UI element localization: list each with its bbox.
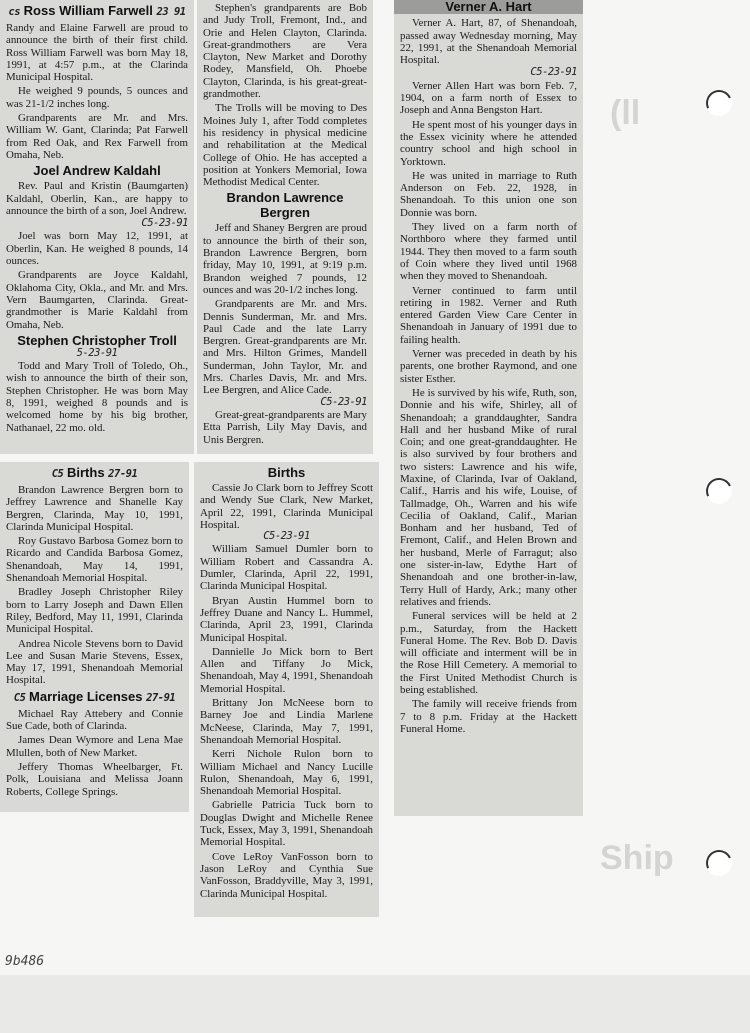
paragraph: Joel was born May 12, 1991, at Oberlin, Kan. He weighed 8 pounds, 14 ounces. (6, 230, 188, 268)
paragraph: Randy and Elaine Farwell are proud to announce the birth of their first child. Ross William Farwell was born May 18, 1991, at 4:57 p.m., at the Clarinda Municipal Hospital. (6, 22, 188, 84)
margin-handwritten-note: 9b486 (5, 954, 45, 969)
paragraph: He was united in marriage to Ruth Anderson on Feb. 22, 1928, in Shenandoah. To this union one son Donnie was born. (400, 169, 577, 219)
paragraph: Grandparents are Mr. and Mrs. Dennis Sunderman, Mr. and Mrs. Paul Cade and the late Larry Bergren. Great-grandparents are Mr. and Mrs. Hilton Grimes, Mandell Sunderman, John Taylor, Mr. and Mrs. Charles Davis, Mr. and Mrs. Lee Bergren, and Alice Cade. (203, 298, 367, 397)
paragraph: Todd and Mary Troll of Toledo, Oh., wish to announce the birth of their son, Stephen Christopher. He was born May 8, 1991, weighed 8 pounds and is welcomed home by his big brother, Nathanael, 22 mo. old. (6, 360, 188, 434)
paragraph: Verner A. Hart, 87, of Shenandoah, passed away Wednesday morning, May 22, 1991, at the Shenandoah Memorial Hospital. (400, 17, 577, 67)
marriage-note: 27-91 (146, 691, 176, 704)
paragraph: Gabrielle Patricia Tuck born to Douglas Dwight and Michelle Renee Tuck, Essex, May 3, 1991, Shenandoah Memorial Hospital. (200, 799, 373, 849)
paragraph: William Samuel Dumler born to William Robert and Cassandra A. Dumler, Clarinda, April 22, 1991, Clarinda Municipal Hospital. (200, 543, 373, 593)
paragraph: The family will receive friends from 7 to 8 p.m. Friday at the Hackett Funeral Home. (400, 698, 577, 735)
paragraph: They lived on a farm north of Northboro where they farmed until 1944. They then moved to a farm south of Coin where they lived until 1968 when they moved to Shenandoah. (400, 221, 577, 283)
kaldahl-note: C5-23-91 (141, 217, 188, 230)
marriage-note-left: C5 (13, 691, 26, 704)
hart-title: Verner A. Hart (394, 0, 583, 14)
paragraph: Grandparents are Mr. and Mrs. William W. Gant, Clarinda; Pat Farwell from Red Oak, and Rex Farwell from Omaha, Neb. (6, 112, 188, 161)
births1-title: C5 Births 27-91 (51, 465, 138, 480)
births2-title: Births (267, 465, 306, 480)
paragraph: Jeffery Thomas Wheelbarger, Ft. Polk, Louisiana and Melissa Joann Roberts, College Springs. (6, 760, 183, 798)
paragraph: Jeff and Shaney Bergren are proud to announce the birth of their son, Brandon Lawrence Bergren, born friday, May 10, 1991, at 9:19 p.m. Brandon weighed 7 pounds, 12 ounces and was 20-1/2 inches long. (203, 222, 367, 296)
paragraph: James Dean Wymore and Lena Mae Mlullen, both of New Market. (6, 734, 183, 759)
farwell-title: cs Ross William Farwell 23 91 (8, 3, 186, 18)
paragraph: Roy Gustavo Barbosa Gomez born to Ricardo and Candida Barbosa Gomez, Shenandoah, May 14, 1991, Shenandoah Memorial Hospital. (6, 535, 183, 585)
kaldahl-title: Joel Andrew Kaldahl (33, 163, 161, 179)
paragraph: Grandparents are Joyce Kaldahl, Oklahoma City, Okla., and Mr. and Mrs. Vern Baumgarten, Clarinda. Great-grandmother is Marie Kaldahl from Omaha, Neb. (6, 269, 188, 331)
paragraph: Verner continued to farm until retiring in 1982. Verner and Ruth entered Garden View Care Center in Shenandoah in January of 1991 due to failing health. (400, 284, 577, 346)
paragraph: Cassie Jo Clark born to Jeffrey Scott and Wendy Sue Clark, New Market, April 22, 1991, Clarinda Municipal Hospital. (200, 482, 373, 531)
binder-hole-icon (702, 474, 735, 507)
births1-note: 27-91 (108, 468, 138, 480)
clipping-births-2 (194, 462, 379, 917)
binder-hole-icon (702, 846, 735, 879)
paragraph: Brandon Lawrence Bergren born to Jeffrey Lawrence and Shanelle Kay Bergren, Clarinda, May 10, 1991, Clarinda Municipal Hospital. (6, 484, 183, 533)
clipping-troll-bergren (197, 0, 373, 454)
paragraph: He spent most of his younger days in the Essex vicinity where he attended country school and high school in Yorktown. (400, 118, 577, 168)
paragraph: Andrea Nicole Stevens born to David Lee and Susan Marie Stevens, Essex, May 17, 1991, Shenandoah Memorial Hospital. (6, 637, 183, 687)
marriage-title: C5 Marriage Licenses 27-91 (13, 688, 176, 704)
paragraph: Dannielle Jo Mick born to Bert Allen and Tiffany Jo Mick, Shenandoah, May 4, 1991, Shenandoah Memorial Hospital. (200, 645, 373, 695)
scanner-bed (0, 975, 750, 1033)
paragraph: Bryan Austin Hummel born to Jeffrey Duane and Nancy L. Hummel, Clarinda, April 23, 1991, Clarinda Municipal Hospital. (200, 594, 373, 644)
clipping-births-marriage (0, 462, 189, 812)
paragraph: Rev. Paul and Kristin (Baumgarten) Kaldahl, Oberlin, Kan., are happy to announce the birth of a son, Joel Andrew. (6, 180, 188, 217)
births1-note-left: C5 (51, 468, 64, 480)
births2-note: C5-23-91 (263, 530, 310, 543)
troll-title: Stephen Christopher Troll (17, 332, 177, 348)
paragraph: Great-great-grandparents are Mary Etta Parrish, Lily May Davis, and Unis Bergren. (203, 408, 367, 446)
paragraph: The Trolls will be moving to Des Moines July 1, after Todd completes his residency in physical medicine and rehabilitation at the Medical College of Ohio. He has accepted a position at Yonkers Memorial, Iowa Methodist Medical Center. (203, 102, 367, 189)
paragraph: Kerri Nichole Rulon born to William Michael and Nancy Lucille Rulon, Shenandoah, May 6, 1991, Shenandoah Memorial Hospital. (200, 748, 373, 798)
paragraph: Verner was preceded in death by his parents, one brother Raymond, and one sister Esther. (400, 348, 577, 385)
farwell-note: 23 91 (156, 6, 186, 18)
paragraph: Stephen's grandparents are Bob and Judy Troll, Fremont, Ind., and Orie and Helen Clayton, Clarinda. Great-grandmothers are Vera Clayton, New Market and Dorothy Rodey, Mansfield, Oh. Phoebe Clayton, Clarinda, is his great-great-grandmother. (203, 2, 367, 101)
paragraph: He is survived by his wife, Ruth, son, Donnie and his wife, Shirley, all of Shenandoah; a granddaughter, Sandra Hall and her husband Mike of rural Coin; and one great-granddaughter. He is also survived by four brothers and two sisters: Lawrence and his wife, Maxine, of Clarinda, Ivar of Oakland, Calif., Harris and his wife, Louise, of Tallmadge, Oh., Warren and his wife Cecilia of Oakland, Calif., Marian Bonham and her husband, Ted of Fremont, Calif., and Helen Brown and her husband, Merle of Farragut; also one sister-in-law, Edythe Hart of Shenandoah and one brother-in-law, Terry Hull of Hardy, Ark.; many other relatives and friends. (400, 386, 577, 608)
farwell-note-prefix: cs (8, 6, 21, 18)
binder-hole-icon (702, 86, 735, 119)
bleed-through-mark: (ll (610, 94, 641, 132)
bergren-title: Brandon Lawrence Bergren (226, 190, 344, 221)
paragraph: Michael Ray Attebery and Connie Sue Cade, both of Clarinda. (6, 707, 183, 733)
bleed-through-mark: Ship (600, 839, 674, 877)
paragraph: He weighed 9 pounds, 5 ounces and was 21-1/2 inches long. (6, 85, 188, 110)
paragraph: Cove LeRoy VanFosson born to Jason LeRoy and Cynthia Sue VanFosson, Braddyville, May 3, 1991, Clarinda Municipal Hospital. (200, 850, 373, 900)
bergren-note: C5-23-91 (320, 395, 367, 408)
paragraph: Funeral services will be held at 2 p.m., Saturday, from the Hackett Funeral Home. The Rev. Bob D. Davis will officiate and interment will be in the Rose Hill Cemetery. A memorial to the First United Methodist Church is being established. (400, 610, 577, 697)
troll-note: 5-23-91 (76, 346, 118, 359)
clipping-hart-obituary (394, 0, 583, 816)
paragraph: Verner Allen Hart was born Feb. 7, 1904, on a farm north of Essex to Joseph and Anna Bengston Hart. (400, 79, 577, 117)
paragraph: Bradley Joseph Christopher Riley born to Larry Joseph and Dawn Ellen Riley, Bedford, May 11, 1991, Clarinda Municipal Hospital. (6, 586, 183, 636)
hart-note: C5-23-91 (530, 66, 577, 79)
clipping-farwell-kaldahl-troll (0, 0, 194, 454)
paragraph: Brittany Jon McNeese born to Barney Joe and Lindia Marlene McNeese, Clarinda, May 7, 1991, Shenandoah Memorial Hospital. (200, 697, 373, 746)
